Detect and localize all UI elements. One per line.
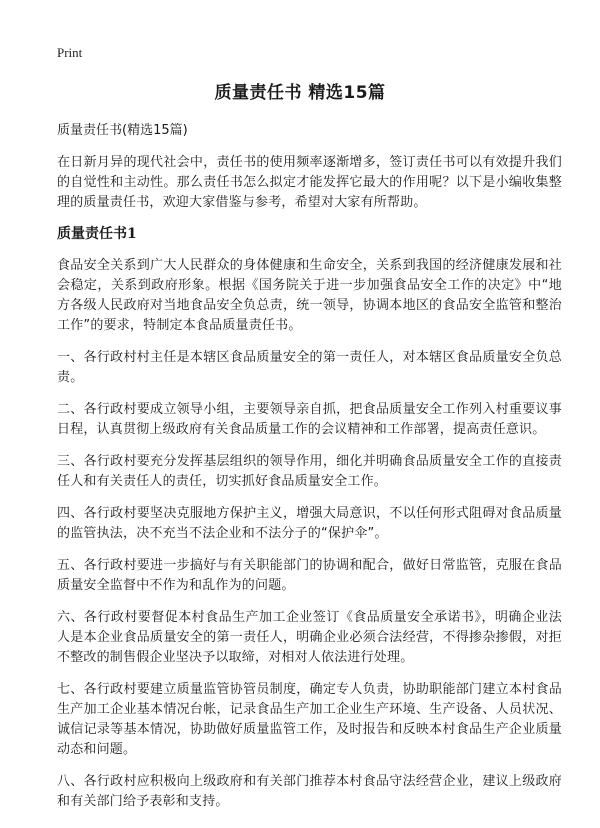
document-subtitle: 质量责任书(精选15篇) xyxy=(57,123,188,138)
paragraph-item-3: 三、各行政村要充分发挥基层组织的领导作用，细化并明确食品质量安全工作的直接责任人和有关责任人的责任，切实抓好食品质量安全工作。 xyxy=(57,454,562,489)
paragraph-preamble: 食品安全关系到广大人民群众的身体健康和生命安全，关系到我国的经济健康发展和社会稳定，关系到政府形象。根据《国务院关于进一步加强食品安全工作的决定》中“地方各级人民政府对当地食品安全负总责，统一领导，协调本地区的食品安全监管和整治工作”的要求，特制定本食品质量责任书。 xyxy=(57,258,562,333)
intro-paragraph: 在日新月异的现代社会中，责任书的使用频率逐渐增多，签订责任书可以有效提升我们的自觉性和主动性。那么责任书怎么拟定才能发挥它最大的作用呢？以下是小编收集整理的质量责任书，欢迎大家借鉴与参考，希望对大家有所帮助。 xyxy=(57,155,562,210)
print-link[interactable]: Print xyxy=(57,45,83,60)
paragraph-item-2: 二、各行政村要成立领导小组，主要领导亲自抓，把食品质量安全工作列入村重要议事日程，认真贯彻上级政府有关食品质量工作的会议精神和工作部署，提高责任意识。 xyxy=(57,402,562,437)
paragraph-item-5: 五、各行政村要进一步搞好与有关职能部门的协调和配合，做好日常监管，克服在食品质量安全监督中不作为和乱作为的问题。 xyxy=(57,558,562,593)
paragraph-item-1: 一、各行政村村主任是本辖区食品质量安全的第一责任人，对本辖区食品质量安全负总责。 xyxy=(57,350,562,385)
paragraph-item-6: 六、各行政村要督促本村食品生产加工企业签订《食品质量安全承诺书》，明确企业法人是本企业食品质量安全的第一责任人，明确企业必须合法经营，不得掺杂掺假，对拒不整改的制售假企业坚决予以取缔，对相对人依法进行处理。 xyxy=(57,610,562,665)
paragraph-item-8: 八、各行政村应积极向上级政府和有关部门推荐本村食品守法经营企业，建议上级政府和有关部门给予表彰和支持。 xyxy=(57,774,562,809)
section-heading: 质量责任书1 xyxy=(57,226,137,242)
paragraph-item-7: 七、各行政村要建立质量监管协管员制度，确定专人负责，协助职能部门建立本村食品生产加工企业基本情况台帐，记录食品生产加工企业生产环境、生产设备、人员状况、诚信记录等基本情况，协助做好质量监管工作，及时报告和反映本村食品生产企业质量动态和问题。 xyxy=(57,682,562,757)
paragraph-item-4: 四、各行政村要坚决克服地方保护主义，增强大局意识，不以任何形式阻碍对食品质量的监管执法，决不充当不法企业和不法分子的“保护伞”。 xyxy=(57,506,562,541)
document-body xyxy=(57,121,562,824)
page-title: 质量责任书 精选15篇 xyxy=(214,83,386,103)
